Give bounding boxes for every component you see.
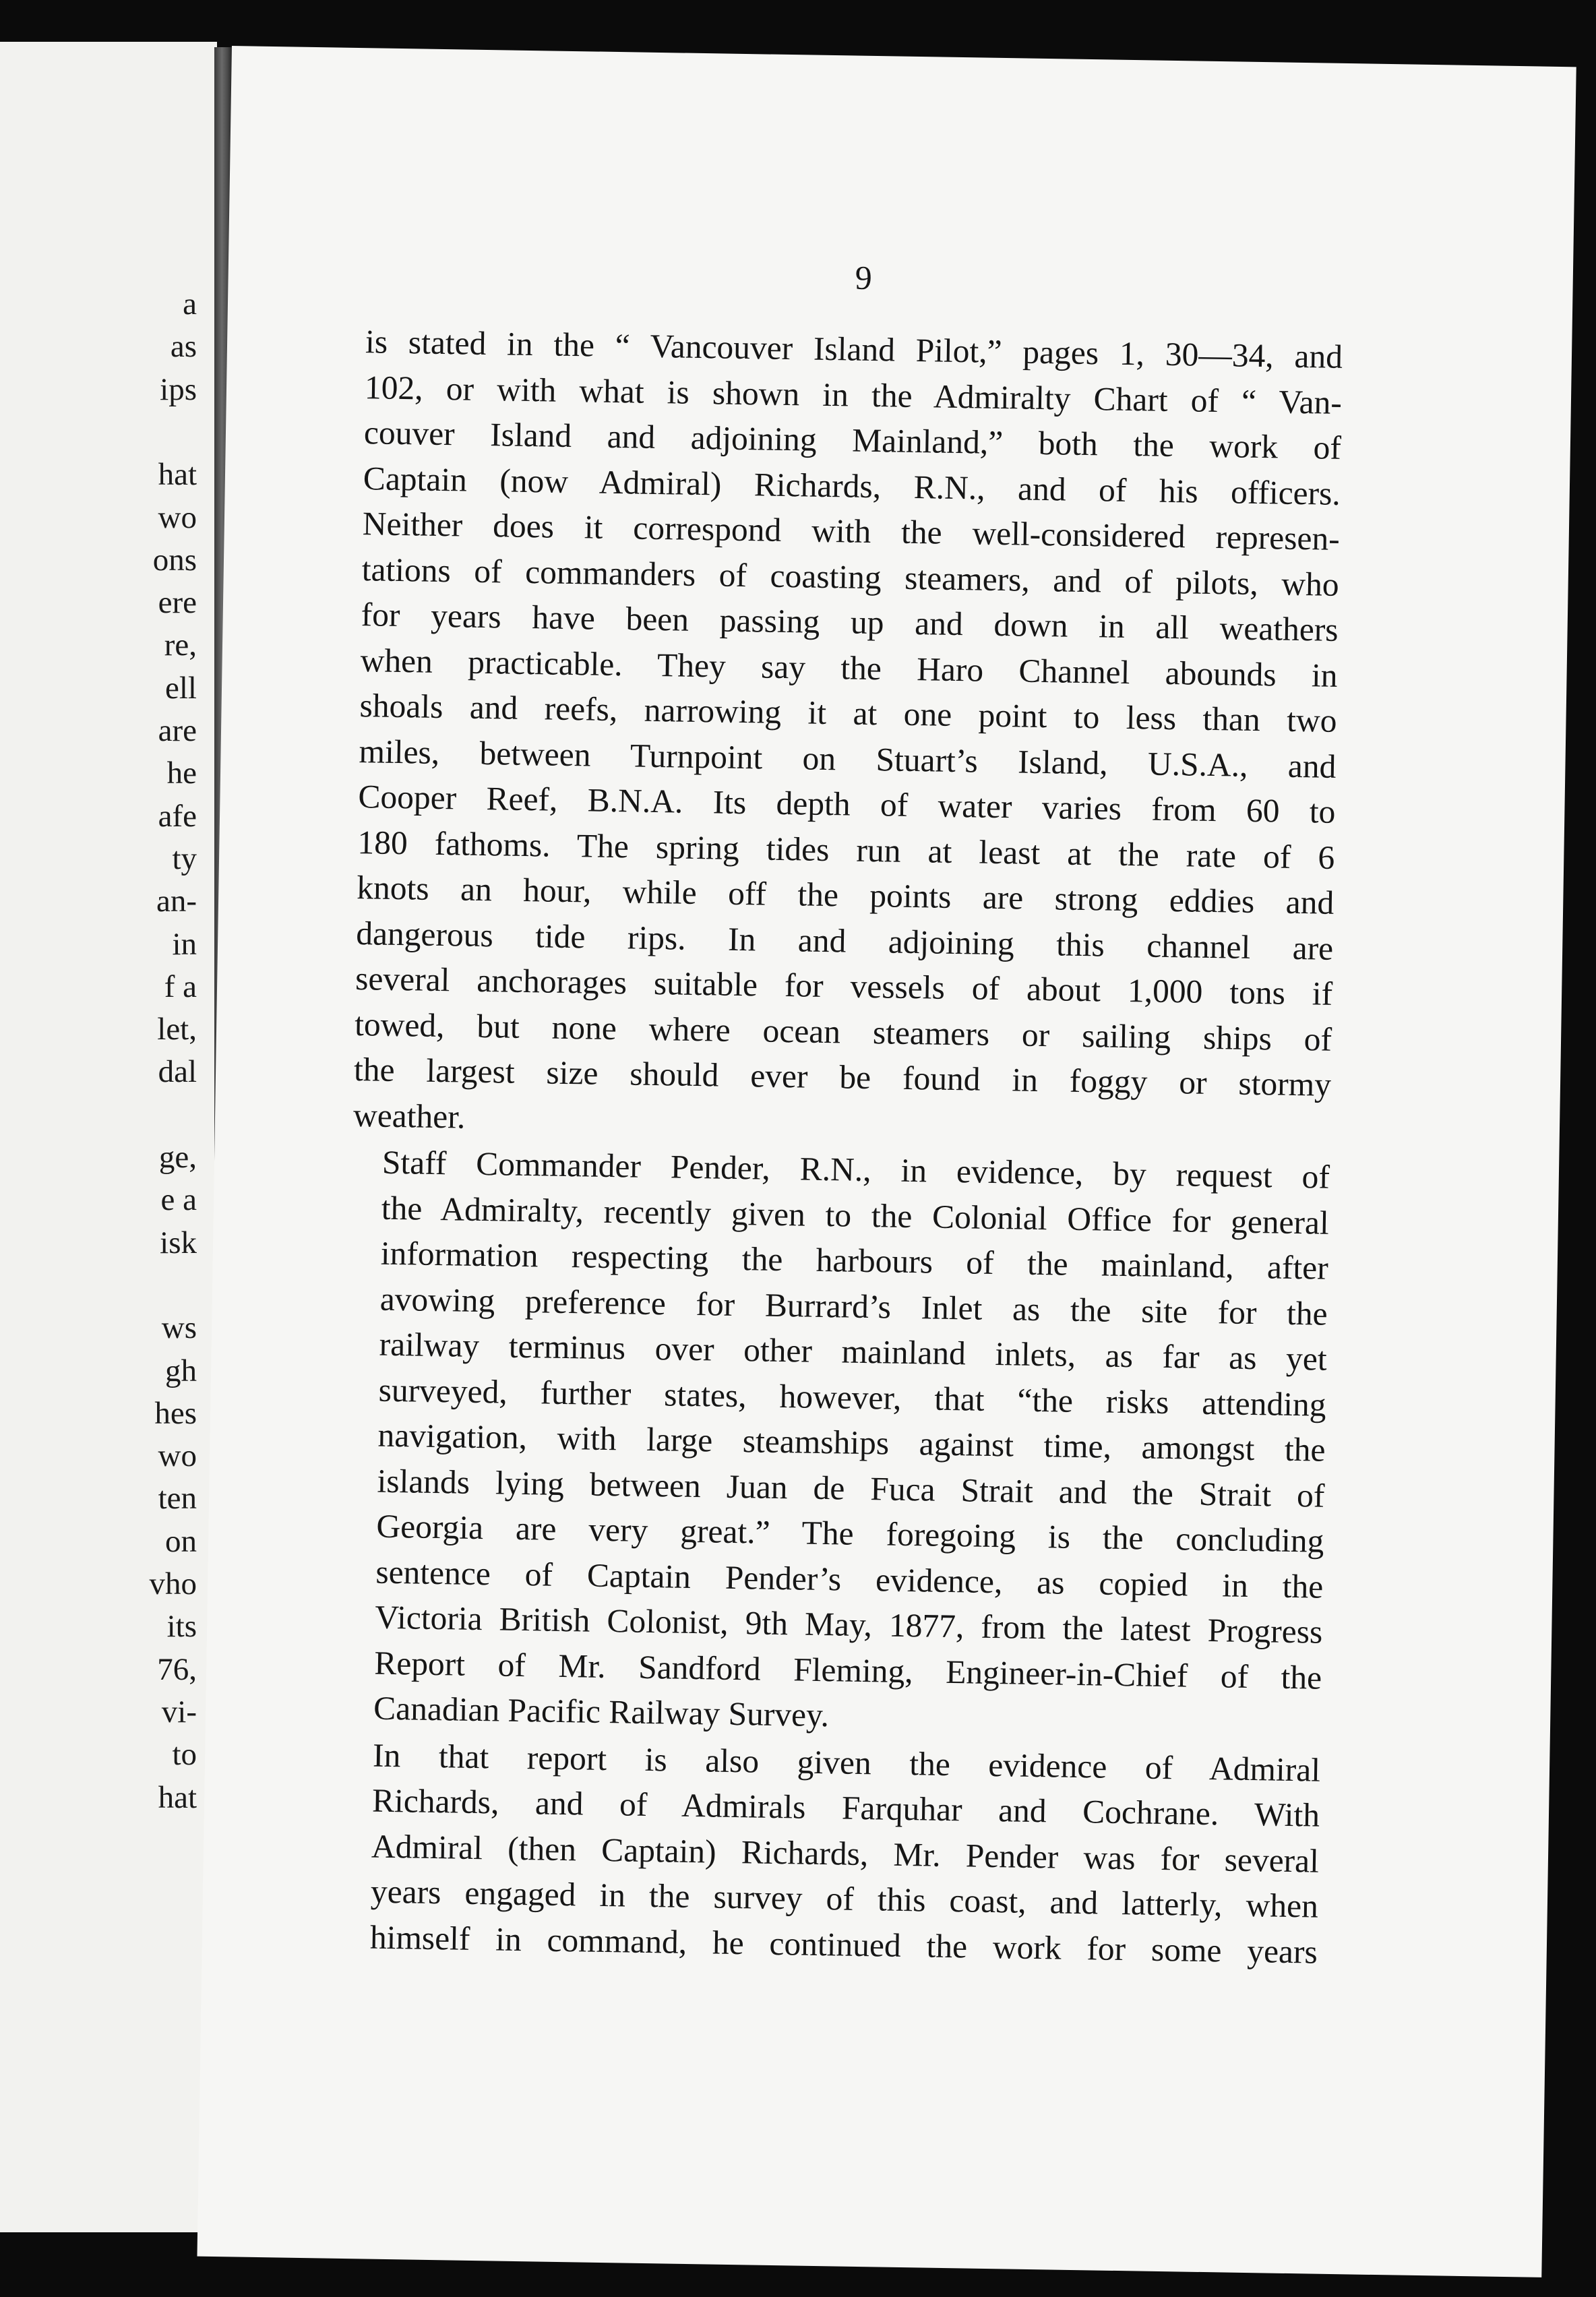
left-page-fragment: 76, (157, 1651, 197, 1687)
left-page-fragment: in (172, 926, 197, 962)
text-line: information respecting the harbours of the mainland, after (380, 1234, 1329, 1287)
left-page-fragment: to (172, 1737, 197, 1773)
text-line: the largest size should ever be found in foggy or stormy (353, 1051, 1332, 1103)
left-page-fragment: e a (160, 1182, 197, 1218)
paragraph-2 (344, 1139, 1330, 1746)
text-line: sentence of Captain Pender’s evidence, as copied in the (375, 1553, 1324, 1605)
left-page-fragment: f a (164, 969, 197, 1004)
left-page-fragment: vho (149, 1566, 197, 1601)
left-page-fragment: its (166, 1609, 197, 1645)
left-page-fragment: let, (157, 1012, 197, 1047)
left-page-fragment: ws (161, 1310, 197, 1346)
paragraph-3 (340, 1732, 1320, 1974)
left-page-fragment: wo (158, 499, 197, 535)
left-page-fragment: on (165, 1523, 197, 1559)
left-page-fragment: ons (152, 542, 197, 578)
text-line: miles, between Turnpoint on Stuart’s Island, U.S.A., and (359, 732, 1337, 785)
left-page-fragment: are (158, 713, 197, 748)
text-line: Richards, and of Admirals Farquhar and Cochrane. With (371, 1781, 1320, 1834)
left-page-fragment: vi- (161, 1694, 197, 1729)
text-line: surveyed, further states, however, that “the risks attending (378, 1371, 1326, 1423)
left-page-fragment: an- (156, 884, 197, 919)
left-page-fragment: ten (158, 1481, 197, 1517)
book-page (197, 46, 1576, 2277)
text-line: 180 fathoms. The spring tides run at least at the rate of 6 (357, 823, 1335, 876)
text-line: Report of Mr. Sandford Fleming, Engineer-in-Chief of the (373, 1644, 1322, 1696)
text-line: Admiral (then Captain) Richards, Mr. Pender was for several (371, 1827, 1320, 1880)
text-line: towed, but none where ocean steamers or sailing ships of (354, 1005, 1332, 1058)
text-line: when practicable. They say the Haro Channel abounds in (360, 641, 1338, 694)
left-page-fragment: isk (160, 1225, 197, 1260)
body-text (340, 319, 1343, 1974)
text-line: Canadian Pacific Railway Survey. (373, 1689, 830, 1734)
text-line: Captain (now Admiral) Richards, R.N., and of his officers. (363, 459, 1341, 512)
text-line: for years have been passing up and down in all weathers (361, 596, 1339, 648)
text-line: railway terminus over other mainland inlets, as far as yet (379, 1325, 1328, 1378)
left-page-fragment: afe (158, 798, 197, 834)
text-line: the Admiralty, recently given to the Colonial Office for general (381, 1189, 1330, 1242)
text-line: couver Island and adjoining Mainland,” both the work of (363, 414, 1342, 466)
text-line: Staff Commander Pender, R.N., in evidence, by request of (381, 1143, 1330, 1196)
text-line: dangerous tide rips. In and adjoining this channel are (355, 914, 1334, 967)
text-line: himself in command, he continued the work for some years (369, 1918, 1318, 1971)
text-line: avowing preference for Burrard’s Inlet as the site for the (379, 1280, 1328, 1333)
text-line: tations of commanders of coasting steamers, and of pilots, who (361, 550, 1340, 603)
paragraph-1 (353, 319, 1343, 1153)
text-line: Neither does it correspond with the well-considered represen- (362, 505, 1341, 557)
text-line: Victoria British Colonist, 9th May, 1877, from the latest Progress (374, 1598, 1323, 1651)
text-line: islands lying between Juan de Fuca Strait and the Strait of (377, 1462, 1325, 1514)
left-page-fragment: a (183, 286, 197, 321)
left-page-fragment: ips (160, 371, 197, 407)
left-page-fragment: ere (158, 585, 197, 621)
text-line: several anchorages suitable for vessels of about 1,000 tons if (355, 960, 1333, 1012)
text-line: weather. (352, 1096, 466, 1136)
left-page-fragment: he (166, 756, 197, 791)
left-page-fragment: as (170, 329, 197, 365)
text-line: shoals and reefs, narrowing it at one point to less than two (359, 687, 1337, 739)
left-page-fragment: ell (165, 670, 197, 706)
left-page-fragment: hat (158, 457, 197, 493)
text-line: navigation, with large steamships against time, amongst the (377, 1416, 1326, 1469)
text-line: Georgia are very great.” The foregoing is the concluding (376, 1507, 1324, 1560)
text-line: 102, or with what is shown in the Admiralty Chart of “ Van- (364, 368, 1343, 421)
text-line: Cooper Reef, B.N.A. Its depth of water varies from 60 to (358, 778, 1336, 830)
text-line: years engaged in the survey of this coast, and latterly, when (370, 1872, 1319, 1925)
left-page-fragment: wo (158, 1438, 197, 1474)
text-line: knots an hour, while off the points are strong eddies and (356, 869, 1334, 921)
left-page-fragment: hat (158, 1779, 197, 1815)
left-page-fragment: ty (172, 840, 197, 876)
page-number: 9 (855, 258, 873, 297)
left-page-fragment: hes (154, 1395, 197, 1431)
left-page-fragment: gh (165, 1353, 197, 1388)
left-page-fragment: re, (164, 627, 197, 663)
text-line: is stated in the “ Vancouver Island Pilot,” pages 1, 30—34, and (365, 323, 1343, 375)
left-page-fragment: ge, (158, 1140, 197, 1175)
text-line: In that report is also given the evidence of Admiral (372, 1736, 1321, 1789)
left-page-edge (0, 42, 217, 2232)
left-page-fragment: dal (158, 1054, 197, 1090)
